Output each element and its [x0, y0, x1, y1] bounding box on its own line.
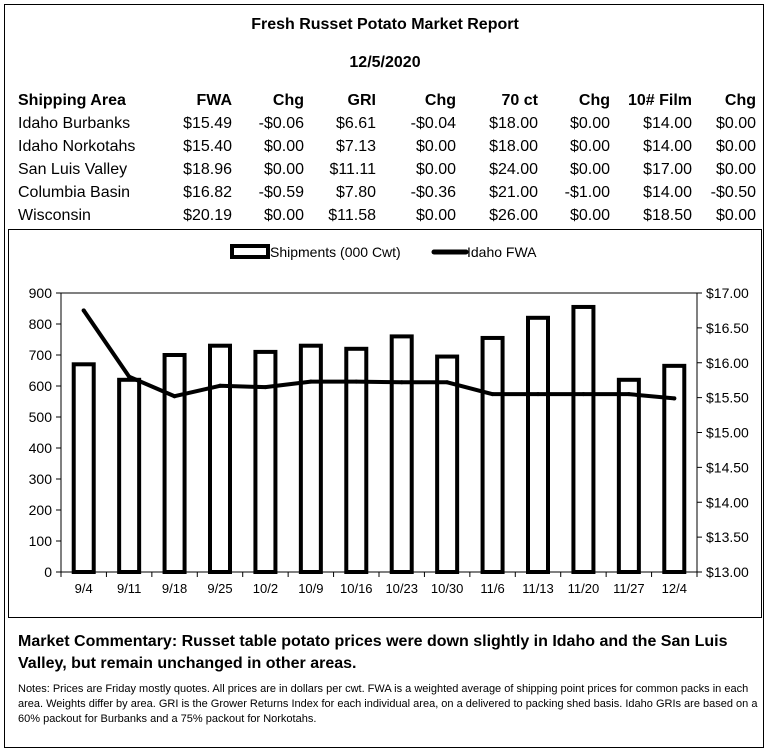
- table-cell: $6.61: [335, 114, 376, 132]
- table-cell: $11.58: [328, 206, 376, 224]
- x-axis-tick-label: 10/30: [430, 581, 464, 596]
- table-cell: $17.00: [643, 160, 692, 178]
- table-row: [18, 135, 756, 158]
- header-70ct-chg: Chg: [578, 92, 610, 109]
- table-cell: $20.19: [183, 206, 232, 224]
- table-cell: $18.50: [643, 206, 692, 224]
- header-gri-chg: Chg: [424, 92, 456, 109]
- x-axis-tick-label: 11/6: [480, 581, 505, 596]
- legend-label-idaho-fwa: Idaho FWA: [467, 244, 537, 260]
- shipment-bar: [210, 346, 230, 572]
- right-axis-tick-label: $13.50: [706, 529, 749, 546]
- plot-area: [61, 293, 697, 572]
- legend-swatch-shipments: [232, 246, 268, 257]
- table-cell: $14.00: [643, 137, 692, 155]
- left-axis-tick-label: 300: [28, 471, 52, 487]
- x-axis-tick-label: 10/23: [385, 581, 418, 596]
- table-cell: Idaho Burbanks: [18, 114, 131, 132]
- table-cell: $18.00: [489, 137, 538, 155]
- header-shipping-area: Shipping Area: [18, 92, 126, 109]
- price-table: [18, 90, 756, 227]
- table-cell: $0.00: [263, 206, 304, 224]
- right-axis-tick-label: $17.00: [706, 285, 749, 301]
- idaho-fwa-point: [672, 396, 676, 400]
- shipment-bar: [74, 364, 94, 572]
- table-cell: $0.00: [569, 114, 610, 132]
- shipment-bar: [437, 357, 457, 572]
- idaho-fwa-point: [581, 392, 585, 396]
- idaho-fwa-point: [82, 308, 86, 312]
- table-cell: $26.00: [489, 206, 538, 224]
- table-row: [18, 181, 756, 204]
- left-axis-tick-label: 700: [28, 347, 52, 363]
- table-cell: $0.00: [415, 160, 456, 178]
- table-cell: $7.13: [335, 137, 376, 155]
- shipment-bar: [392, 336, 412, 572]
- idaho-fwa-point: [627, 392, 631, 396]
- table-cell: Wisconsin: [18, 206, 91, 224]
- table-cell: $0.00: [715, 137, 756, 155]
- table-cell: $0.00: [715, 206, 756, 224]
- right-axis-tick-label: $15.50: [706, 389, 749, 406]
- left-axis-tick-label: 800: [28, 316, 52, 332]
- left-axis-tick-label: 400: [28, 440, 52, 456]
- table-cell: $0.00: [263, 137, 304, 155]
- table-cell: -$0.04: [410, 114, 456, 132]
- header-10lb-film-chg: Chg: [724, 92, 756, 109]
- table-cell: -$0.50: [710, 183, 756, 201]
- table-cell: $0.00: [569, 160, 610, 178]
- shipments-fwa-chart: [9, 230, 761, 617]
- idaho-fwa-point: [400, 380, 404, 384]
- table-cell: $0.00: [715, 160, 756, 178]
- table-row: [18, 112, 756, 135]
- x-axis-tick-label: 10/16: [340, 581, 373, 596]
- idaho-fwa-point: [536, 392, 540, 396]
- x-axis-tick-label: 11/27: [613, 581, 645, 596]
- idaho-fwa-point: [309, 380, 313, 384]
- shipment-bar: [483, 338, 503, 572]
- table-cell: $18.96: [183, 160, 232, 178]
- idaho-fwa-point: [445, 380, 449, 384]
- notes: Notes: Prices are Friday mostly quotes. All prices are in dollars per cwt. FWA is a weighted average of shipping point prices for common packs in each area. Weights differ by area. GRI is the Grower Returns Index for each individual area, on a delivered to packing shed basis. Idaho GRIs are based on a 60% packout for Burbanks and a 75% packout for Norkotahs.: [18, 683, 758, 725]
- x-axis-tick-label: 9/25: [207, 581, 233, 596]
- legend-label-shipments: Shipments (000 Cwt): [270, 244, 401, 260]
- table-cell: $14.00: [643, 183, 692, 201]
- left-axis-tick-label: 100: [28, 533, 52, 549]
- x-axis-tick-label: 11/20: [567, 581, 600, 596]
- right-axis-tick-label: $14.00: [706, 494, 749, 511]
- right-axis-tick-label: $13.00: [706, 564, 749, 580]
- market-commentary: Market Commentary: Russet table potato prices were down slightly in Idaho and the San Luis Valley, but remain unchanged in other areas.: [18, 633, 728, 672]
- x-axis-tick-label: 9/18: [161, 581, 188, 596]
- right-axis-tick-label: $14.50: [706, 459, 749, 476]
- idaho-fwa-point: [218, 384, 222, 388]
- table-cell: $0.00: [415, 206, 456, 224]
- idaho-fwa-point: [354, 380, 358, 384]
- report-date: 12/5/2020: [349, 54, 421, 71]
- table-row: [18, 204, 756, 227]
- left-axis-tick-label: 500: [28, 409, 52, 425]
- table-cell: -$0.36: [410, 183, 456, 201]
- table-cell: $0.00: [715, 114, 756, 132]
- table-cell: $14.00: [643, 114, 692, 132]
- chart-panel: [8, 229, 762, 618]
- table-cell: $11.11: [329, 160, 376, 178]
- x-axis-tick-label: 10/9: [298, 581, 324, 596]
- left-axis-tick-label: 900: [28, 285, 52, 301]
- table-cell: -$0.06: [258, 114, 304, 132]
- x-axis-tick-label: 9/11: [116, 581, 142, 596]
- idaho-fwa-point: [263, 385, 267, 389]
- shipment-bar: [573, 307, 593, 572]
- table-cell: San Luis Valley: [18, 160, 128, 178]
- header-10lb-film: 10# Film: [627, 92, 692, 109]
- table-cell: $15.40: [183, 137, 232, 155]
- left-axis-tick-label: 200: [28, 502, 52, 518]
- table-cell: Columbia Basin: [18, 183, 131, 201]
- table-cell: $24.00: [489, 160, 538, 178]
- x-axis-tick-label: 10/2: [252, 581, 279, 596]
- header-fwa: FWA: [196, 92, 232, 109]
- table-row: [18, 158, 756, 181]
- header-70ct: 70 ct: [501, 92, 538, 109]
- table-cell: $7.80: [335, 183, 376, 201]
- table-cell: $0.00: [569, 206, 610, 224]
- table-cell: $0.00: [415, 137, 456, 155]
- x-axis-tick-label: 11/13: [522, 581, 554, 596]
- shipment-bar: [119, 380, 139, 572]
- left-axis-tick-label: 600: [28, 378, 52, 394]
- idaho-fwa-point: [127, 375, 131, 379]
- table-cell: $16.82: [183, 183, 232, 201]
- shipment-bar: [528, 318, 548, 572]
- right-axis-tick-label: $16.50: [706, 319, 749, 336]
- x-axis-tick-label: 12/4: [661, 581, 687, 596]
- idaho-fwa-point: [491, 392, 495, 396]
- shipment-bar: [619, 380, 639, 572]
- table-cell: $0.00: [263, 160, 304, 178]
- x-axis-tick-label: 9/4: [74, 581, 93, 596]
- header-fwa-chg: Chg: [272, 92, 304, 109]
- table-cell: $21.00: [489, 183, 538, 201]
- shipment-bar: [165, 355, 185, 572]
- right-axis-tick-label: $16.00: [706, 354, 749, 371]
- right-axis-tick-label: $15.00: [706, 424, 749, 441]
- table-cell: $18.00: [489, 114, 538, 132]
- table-cell: Idaho Norkotahs: [18, 137, 136, 155]
- table-cell: $15.49: [183, 114, 232, 132]
- left-axis-tick-label: 0: [44, 564, 52, 580]
- report-title: Fresh Russet Potato Market Report: [251, 16, 519, 33]
- table-cell: $0.00: [569, 137, 610, 155]
- header-gri: GRI: [347, 92, 376, 109]
- table-cell: -$1.00: [564, 183, 610, 201]
- table-cell: -$0.59: [258, 183, 304, 201]
- price-table-header: [18, 90, 756, 112]
- idaho-fwa-point: [173, 394, 177, 398]
